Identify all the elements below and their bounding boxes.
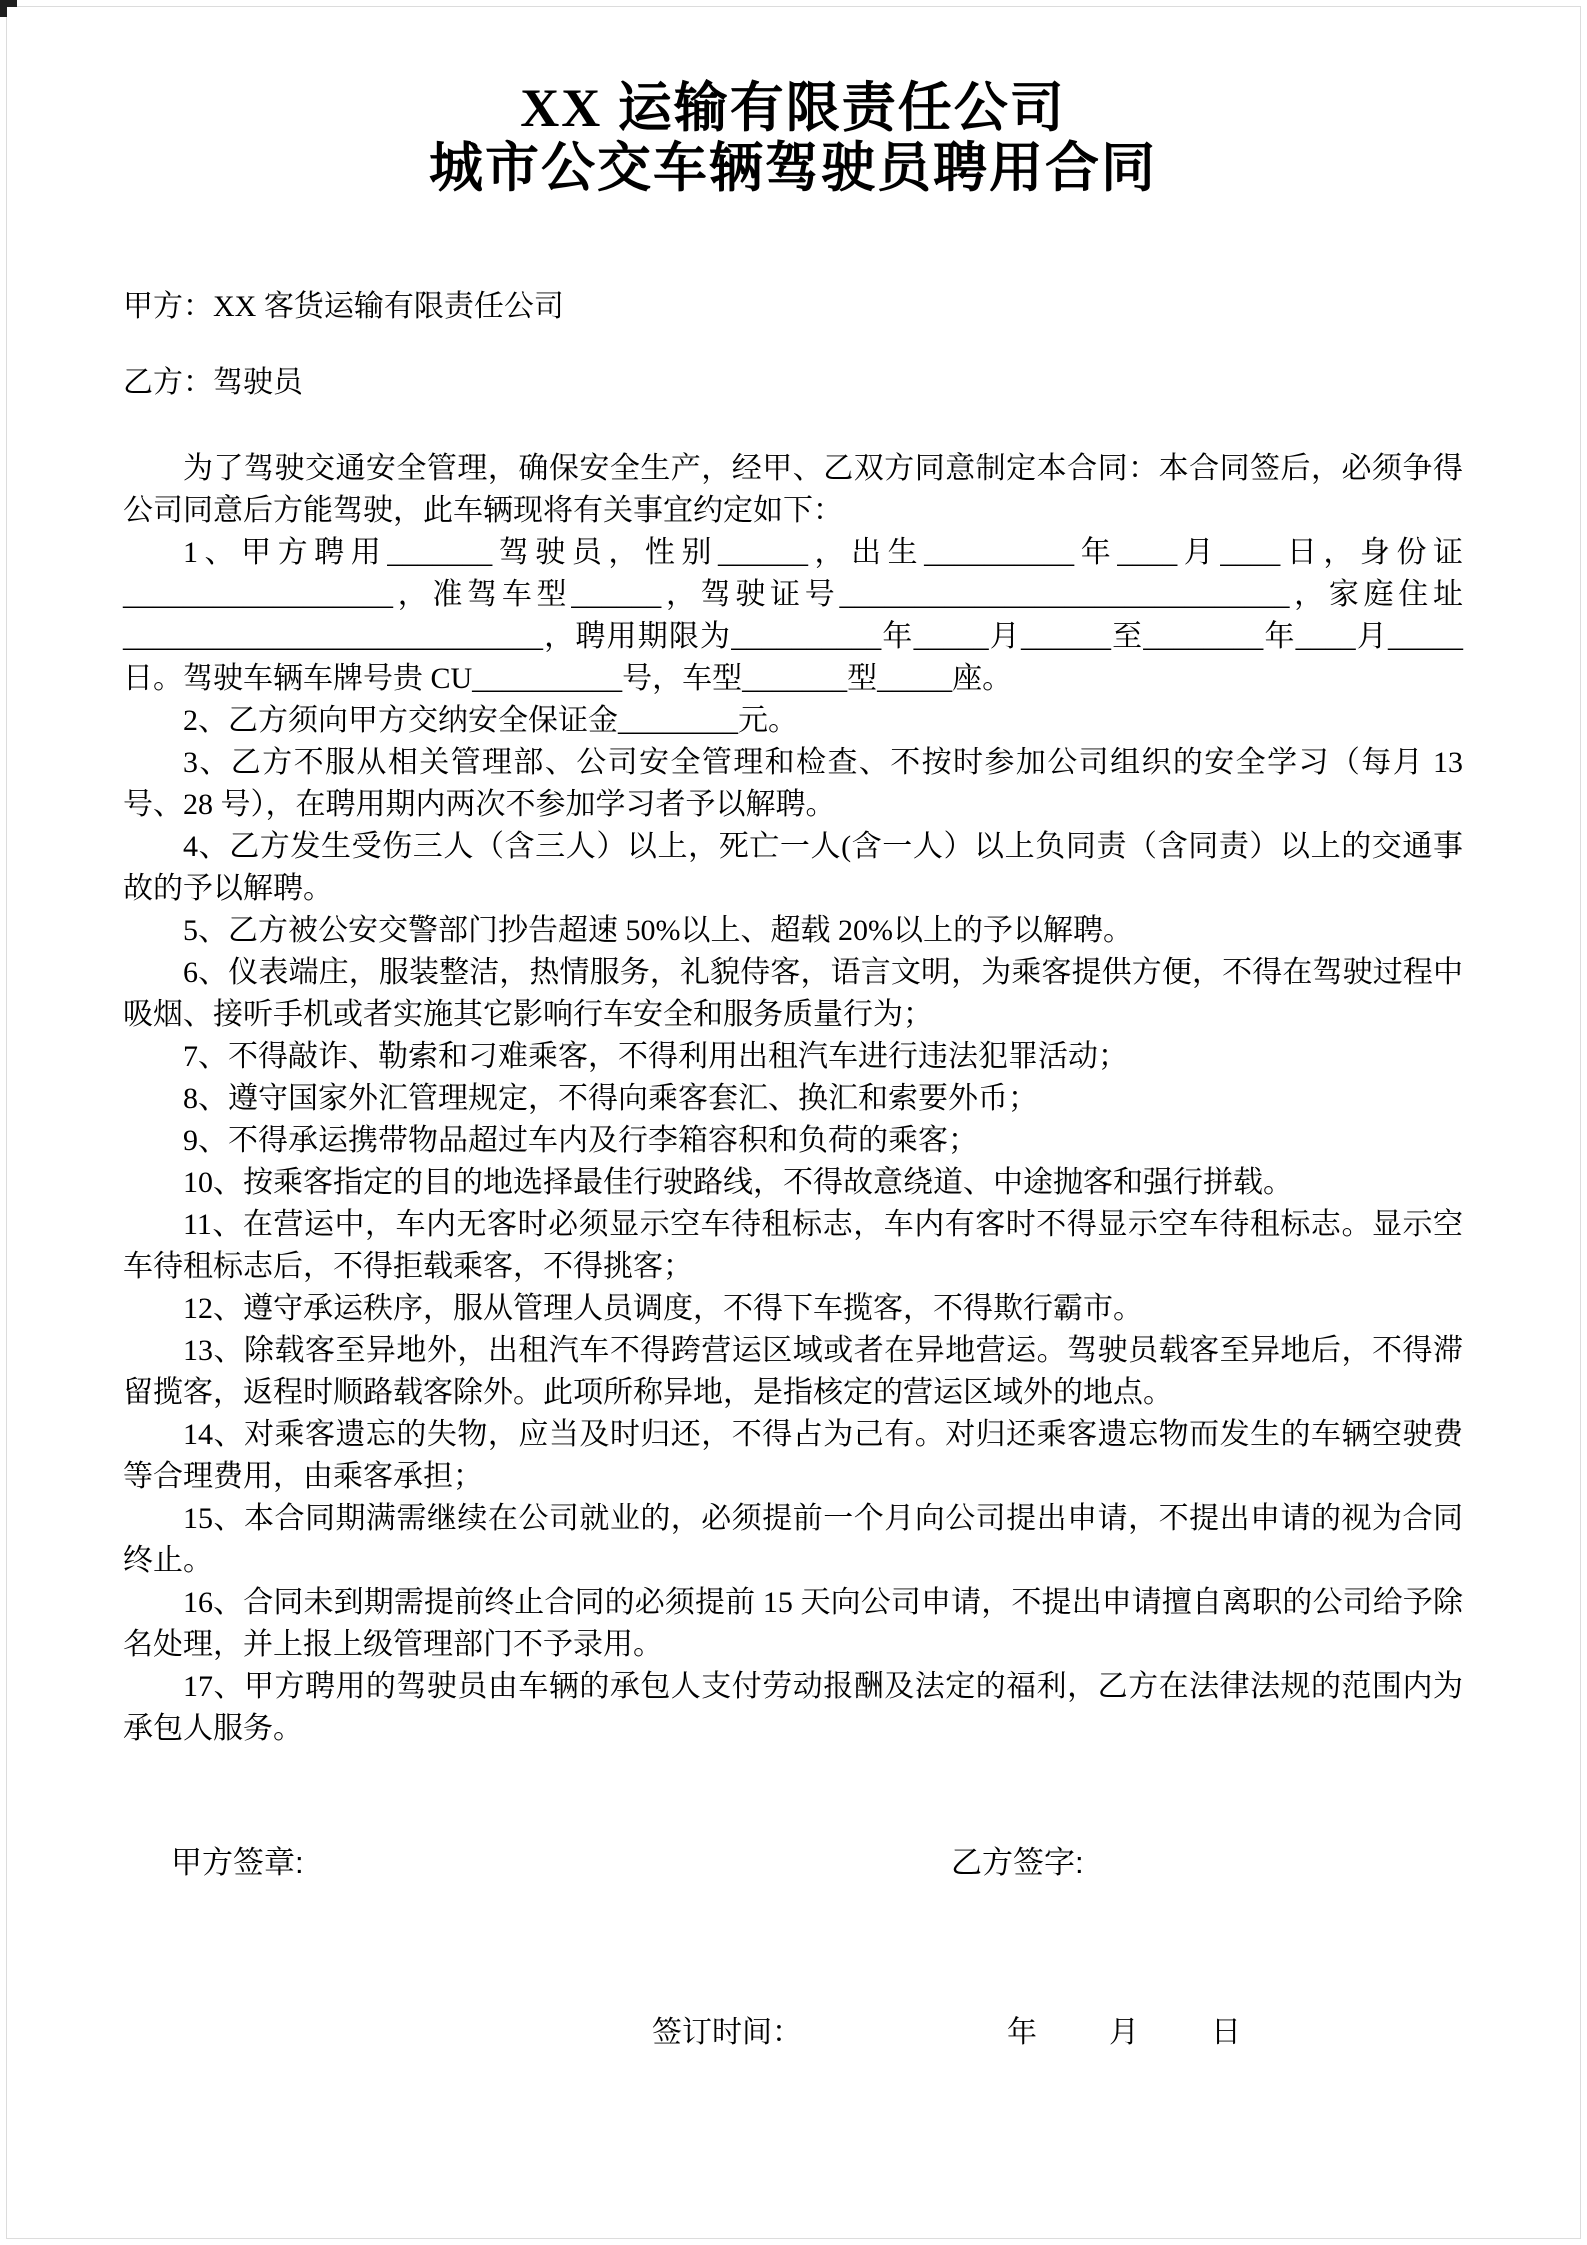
contract-clause: 3、乙方不服从相关管理部、公司安全管理和检查、不按时参加公司组织的安全学习（每月 13 号、28 号），在聘用期内两次不参加学习者予以解聘。 (123, 746, 1463, 821)
sign-date-row (123, 2012, 1463, 2054)
contract-clause: 8、遵守国家外汇管理规定，不得向乘客套汇、换汇和索要外币； (183, 1082, 1038, 1115)
contract-clause: 11、在营运中，车内无客时必须显示空车待租标志，车内有客时不得显示空车待租标志。显示空车待租标志后，不得拒载乘客，不得挑客； (123, 1208, 1463, 1283)
contract-title: 城市公交车辆驾驶员聘用合同 (429, 138, 1157, 198)
contract-clause: 1、甲方聘用_______驾驶员，性别______，出生__________年____月____日，身份证__________________，准驾车型______，驾驶证号______________________________，家庭住址 ____________________________，聘用期限为__________年_____月______至________年____月_____日。驾驶车辆车牌号贵 CU__________号，车型_______型_____座。 (123, 536, 1463, 695)
sign-date-year-label: 年 (1007, 2016, 1037, 2049)
clause-list (123, 532, 1463, 1750)
party-a-signature-label: 甲方签章: (171, 1845, 304, 1880)
contract-clause: 12、遵守承运秩序，服从管理人员调度，不得下车揽客，不得欺行霸市。 (183, 1292, 1143, 1325)
party-a-line: 甲方：XX 客货运输有限责任公司 (123, 290, 564, 323)
contract-clause: 16、合同未到期需提前终止合同的必须提前 15 天向公司申请，不提出申请擅自离职的公司给予除名处理，并上报上级管理部门不予录用。 (123, 1586, 1463, 1661)
sign-date-day-label: 日 (1211, 2016, 1241, 2049)
contract-clause: 15、本合同期满需继续在公司就业的，必须提前一个月向公司提出申请，不提出申请的视为合同终止。 (123, 1502, 1463, 1577)
contract-clause: 14、对乘客遗忘的失物，应当及时归还，不得占为己有。对归还乘客遗忘物而发生的车辆空驶费等合理费用，由乘客承担； (123, 1418, 1463, 1493)
contract-clause: 9、不得承运携带物品超过车内及行李箱容积和负荷的乘客； (183, 1124, 978, 1157)
contract-clause: 13、除载客至异地外，出租汽车不得跨营运区域或者在异地营运。驾驶员载客至异地后，不得滞留揽客，返程时顺路载客除外。此项所称异地，是指核定的营运区域外的地点。 (123, 1334, 1463, 1409)
contract-clause: 10、按乘客指定的目的地选择最佳行驶路线，不得故意绕道、中途抛客和强行拼载。 (183, 1166, 1293, 1199)
contract-clause: 17、甲方聘用的驾驶员由车辆的承包人支付劳动报酬及法定的福利，乙方在法律法规的范围内为承包人服务。 (123, 1670, 1463, 1745)
contract-clause: 5、乙方被公安交警部门抄告超速 50%以上、超载 20%以上的予以解聘。 (183, 914, 1133, 947)
party-b-signature-label: 乙方签字: (951, 1845, 1084, 1880)
party-b-line: 乙方：驾驶员 (123, 366, 303, 399)
signature-row (123, 1842, 1463, 1884)
company-title: XX 运输有限责任公司 (520, 78, 1066, 138)
contract-clause: 2、乙方须向甲方交纳安全保证金________元。 (183, 704, 798, 737)
contract-clause: 4、乙方发生受伤三人（含三人）以上，死亡一人(含一人）以上负同责（含同责）以上的交通事故的予以解聘。 (123, 830, 1463, 905)
contract-clause: 7、不得敲诈、勒索和刁难乘客，不得利用出租汽车进行违法犯罪活动； (183, 1040, 1128, 1073)
intro-paragraph: 为了驾驶交通安全管理，确保安全生产，经甲、乙双方同意制定本合同：本合同签后，必须争得公司同意后方能驾驶，此车辆现将有关事宜约定如下： (123, 452, 1463, 527)
sign-date-month-label: 月 (1109, 2016, 1139, 2049)
sign-date-label: 签订时间： (652, 2016, 802, 2049)
corner-crop-mark (0, 0, 17, 17)
contract-clause: 6、仪表端庄，服装整洁，热情服务，礼貌侍客，语言文明，为乘客提供方便，不得在驾驶过程中吸烟、接听手机或者实施其它影响行车安全和服务质量行为； (123, 956, 1463, 1031)
